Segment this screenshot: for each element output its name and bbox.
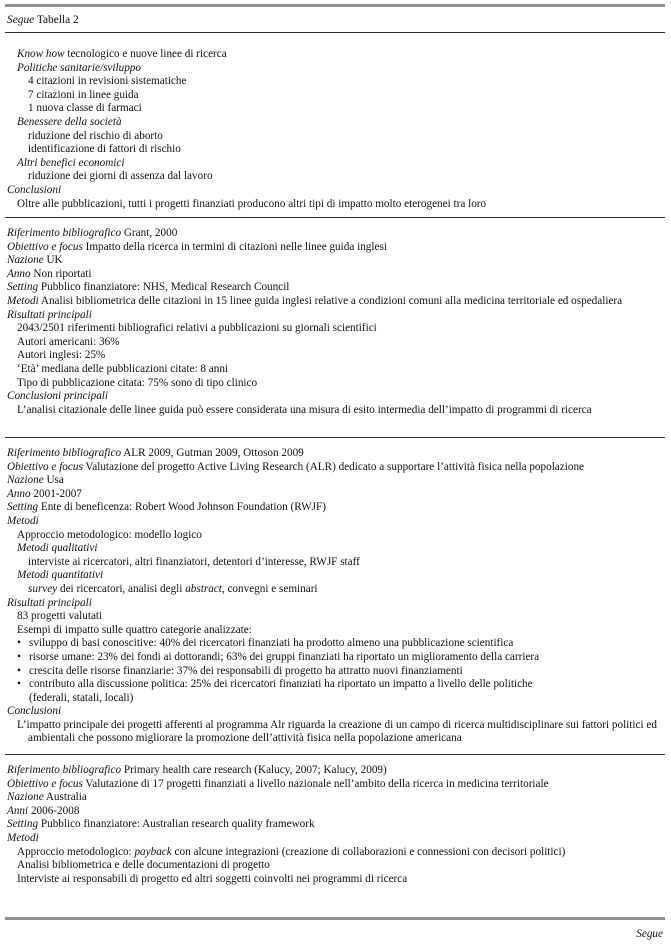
- section-rule-2: [5, 437, 665, 438]
- section-alr-2009: Riferimento bibliografico ALR 2009, Gutman 2009, Ottoson 2009 Obiettivo e focus Valutazione del progetto Active Living Research (ALR) dedicato a supportare l’attività fisica nella popolazione Nazione Usa Anno 2001-2007 Setting Ente di beneficenza: Robert Wood Johnson Foundation (RWJF) Metodi Approccio metodologico: modello logico Metodi qualitativi interviste ai ricercatori, altri finanziatori, detentori d’interesse, RWJF staff Metodi quantitativi survey dei ricercatori, analisi degli abstract, convegni e seminari Risultati principali 83 progetti valutati Esempi di impatto sulle quattro categorie analizzate: • sviluppo di basi conoscitive: 40% dei ricercatori finanziati ha prodotto almeno una pubblicazione scientifica • risorse umane: 23% dei fondi ai dottorandi; 63% dei gruppi finanziati ha riportato un miglioramento della carriera • crescita delle risorse finanziarie: 37% dei responsabili di progetto ha attratto nuovi finanziamenti • contributo alla discussione politica: 25% dei ricercatori finanziati ha riportato un impatto a livello delle politiche (federali, statali, locali) Conclusioni L’impatto principale dei progetti afferenti al programma Alr riguarda la creazione di un campo di ricerca multidisciplinare sui fattori politici ed ambientali che possono migliorare la promozione dell’attività fisica nella popolazione americana: [7, 447, 665, 746]
- table-header: [7, 13, 79, 27]
- list-item: • sviluppo di basi conoscitive: 40% dei ricercatori finanziati ha prodotto almeno una pubblicazione scientifica: [7, 637, 665, 651]
- section-rule-3: [5, 754, 665, 755]
- section-rule-1: [5, 217, 665, 218]
- section-continuation: Know how tecnologico e nuove linee di ricerca Politiche sanitarie/sviluppo 4 citazioni in revisioni sistematiche 7 citazioni in linee guida 1 nuova classe di farmaci Benessere della società riduzione del rischio di aborto identificazione di fattori di rischio Altri benefici economici riduzione dei giorni di assenza dal lavoro Conclusioni Oltre alle pubblicazioni, tutti i progetti finanziati producono altri tipi di impatto molto eterogenei tra loro: [7, 48, 665, 211]
- footer-segue: Segue: [636, 928, 663, 940]
- conclusions-text: Oltre alle pubblicazioni, tutti i progetti finanziati producono altri tipi di impatto molto eterogenei tra loro: [17, 197, 487, 210]
- top-rule: [5, 4, 665, 7]
- bottom-rule: [5, 917, 665, 920]
- list-item: • risorse umane: 23% dei fondi ai dottorandi; 63% dei gruppi finanziati ha riportato un miglioramento della carriera: [7, 651, 665, 665]
- list-item: • contributo alla discussione politica: 25% dei ricercatori finanziati ha riportato un impatto a livello delle politiche: [7, 678, 665, 692]
- section-grant-2000: Riferimento bibliografico Grant, 2000 Obiettivo e focus Impatto della ricerca in termini di citazioni nelle linee guida inglesi Nazione UK Anno Non riportati Setting Pubblico finanziatore: NHS, Medical Research Council Metodi Analisi bibliometrica delle citazioni in 15 linee guida inglesi relative a condizioni comuni alla medicina territoriale ed ospedaliera Risultati principali 2043/2501 riferimenti bibliografici relativi a pubblicazioni su giornali scientifici Autori americani: 36% Autori inglesi: 25% ‘Età’ mediana delle pubblicazioni citate: 8 anni Tipo di pubblicazione citata: 75% sono di tipo clinico Conclusioni principali L’analisi citazionale delle linee guida può essere considerata una misura di esito intermedia dell’impatto di programmi di ricerca: [7, 227, 623, 416]
- header-rule: [5, 32, 665, 33]
- list-item: • crescita delle risorse finanziarie: 37% dei responsabili di progetto ha attratto nuovi finanziamenti: [7, 665, 665, 679]
- segue-label: Segue: [7, 14, 35, 26]
- table-ref: Tabella 2: [34, 14, 79, 26]
- section-kalucy: Riferimento bibliografico Primary health care research (Kalucy, 2007; Kalucy, 2009) Obiettivo e focus Valutazione di 17 progetti finanziati a livello nazionale nell’ambito della ricerca in medicina territoriale Nazione Australia Anni 2006-2008 Setting Pubblico finanziatore: Australian research quality framework Metodi Approccio metodologico: payback con alcune integrazioni (creazione di collaborazioni e connessioni con decisori politici) Analisi bibliometrica e delle documentazioni di progetto Interviste ai responsabili di progetto ed altri soggetti coinvolti nei programmi di ricerca: [7, 764, 566, 885]
